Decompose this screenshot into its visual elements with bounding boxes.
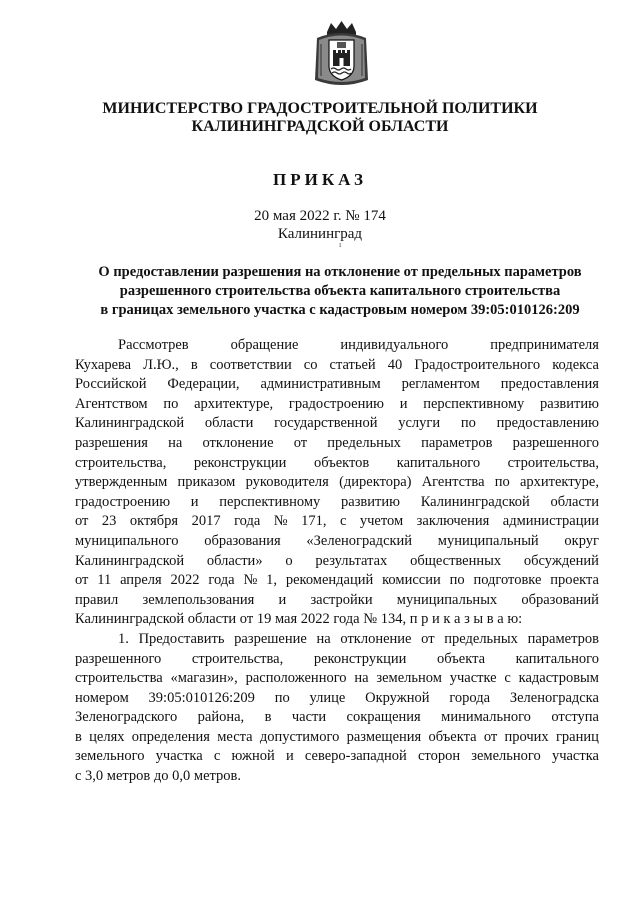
body-line — [75, 591, 599, 611]
body-word: прочих — [504, 728, 549, 745]
body-line — [75, 473, 599, 493]
body-word: результатах — [315, 552, 388, 569]
body-word: минимального — [441, 709, 531, 726]
body-word: Рассмотрев — [118, 337, 189, 353]
body-word: земельного — [75, 748, 145, 765]
body-word: апреля — [120, 572, 162, 589]
body-word: участка — [155, 748, 203, 765]
body-word: на — [168, 434, 183, 451]
body-word: 171, — [301, 513, 327, 530]
body-word: округ — [564, 532, 599, 549]
body-word: № — [273, 513, 288, 530]
body-word: муниципальный — [437, 532, 539, 549]
body-word: по — [274, 689, 290, 706]
body-word: землепользования — [142, 591, 255, 608]
body-word: параметров — [527, 630, 599, 647]
body-word: кодекса — [552, 356, 599, 373]
body-word: руководителя — [245, 474, 329, 491]
body-line — [75, 414, 599, 434]
body-line — [75, 336, 599, 356]
coat-of-arms-emblem — [313, 20, 370, 88]
body-word: в — [190, 356, 198, 373]
body-word: Агентства — [421, 474, 485, 491]
body-word: архитектуре, — [194, 395, 274, 412]
body-word: Калининградской — [75, 552, 185, 569]
body-word: предпринимателя — [490, 337, 599, 353]
body-word: индивидуального — [340, 337, 449, 353]
body-word: Федерации, — [167, 376, 240, 393]
body-word: 1. — [118, 630, 129, 647]
body-word: по — [460, 415, 476, 432]
body-word: Кухарева — [75, 356, 132, 373]
body-word: по — [449, 572, 465, 589]
body-line-text: с 3,0 метров до 0,0 метров. — [75, 768, 242, 785]
body-word: градостроению — [288, 395, 384, 412]
body-word: от — [483, 728, 498, 745]
body-word: 11 — [97, 572, 112, 589]
body-word: в — [75, 728, 82, 745]
body-word: года — [234, 513, 261, 530]
body-word: перспективному — [423, 395, 525, 412]
body-word: о — [285, 552, 293, 569]
body-word: 40 — [387, 356, 403, 373]
body-word: государственной — [274, 415, 378, 432]
body-word: сторон — [417, 748, 461, 765]
body-word: приказом — [177, 474, 236, 491]
body-word: на — [316, 630, 331, 647]
body-word: улице — [309, 689, 346, 706]
body-line — [75, 532, 599, 552]
body-word: архитектуре, — [519, 474, 599, 491]
body-word: отклонение — [202, 434, 274, 451]
body-word: правил — [75, 591, 119, 608]
body-word: Предоставить — [138, 630, 225, 647]
body-line — [75, 434, 599, 454]
body-word: в — [264, 709, 272, 726]
body-word: предоставления — [500, 376, 599, 393]
body-word: земельного — [471, 748, 541, 765]
body-word: и — [285, 748, 294, 765]
body-paragraph — [75, 630, 599, 787]
body-word: и — [399, 395, 408, 412]
body-word: муниципальных — [396, 591, 498, 608]
body-word: статьей — [329, 356, 376, 373]
body-word: общественных — [410, 552, 502, 569]
body-word: услуги — [398, 415, 441, 432]
body-word: реконструкции — [193, 454, 287, 471]
body-word: по — [494, 474, 510, 491]
body-word: октября — [129, 513, 179, 530]
order-place: Калининград — [277, 226, 363, 242]
body-line — [75, 669, 599, 689]
body-word: подготовке — [473, 572, 542, 589]
body-word: «магазин», — [170, 670, 238, 687]
body-word: с — [339, 513, 347, 530]
body-word: развитию — [540, 395, 599, 412]
body-word: целях — [89, 728, 125, 745]
body-word: образования — [204, 532, 281, 549]
body-line — [75, 747, 599, 767]
body-word: Агентством — [75, 395, 148, 412]
ministry-name — [0, 100, 640, 136]
body-word: по — [163, 395, 179, 412]
body-word: сокращения — [346, 709, 421, 726]
body-word: объекта — [437, 650, 486, 667]
body-word: участке — [449, 670, 497, 687]
body-line — [75, 610, 599, 630]
body-word: разрешения — [75, 434, 148, 451]
scan-speck: ı — [339, 240, 342, 249]
body-word: и — [278, 591, 287, 608]
body-word: обращение — [230, 337, 299, 353]
body-word: 1, — [266, 572, 277, 589]
body-word: Окружной — [365, 689, 430, 706]
body-word: южной — [231, 748, 275, 765]
body-word: номером — [75, 689, 129, 706]
body-word: на — [354, 670, 369, 687]
order-subject — [70, 263, 610, 320]
body-word: предоставлению — [496, 415, 599, 432]
body-word: капитального — [515, 650, 599, 667]
body-word: № — [243, 572, 258, 589]
body-word: Градостроительного — [414, 356, 541, 373]
body-word: северо-западной — [304, 748, 407, 765]
body-word: администрации — [502, 513, 599, 530]
body-word: комиссии — [382, 572, 441, 589]
order-body — [75, 336, 599, 787]
body-line — [75, 493, 599, 513]
body-word: обсуждений — [523, 552, 599, 569]
body-line — [75, 512, 599, 532]
body-word: размещения — [346, 728, 422, 745]
body-word: Зеленоградского — [75, 709, 178, 726]
body-word: развитию — [341, 493, 400, 510]
body-line — [75, 708, 599, 728]
body-word: Калининградской — [75, 415, 185, 432]
body-line — [75, 689, 599, 709]
body-line — [75, 454, 599, 474]
body-word: отклонение — [340, 630, 412, 647]
body-paragraph — [75, 336, 599, 630]
body-word: соответствии — [209, 356, 292, 373]
body-word: утвержденным — [75, 474, 168, 491]
body-word: градостроению — [75, 493, 171, 510]
body-word: Зеленоградска — [509, 689, 599, 706]
body-word: объекта — [428, 728, 477, 745]
body-word: строительства, — [191, 650, 284, 667]
body-word: предельных — [444, 630, 518, 647]
body-word: от — [421, 630, 435, 647]
body-word: области» — [206, 552, 263, 569]
body-word: 2017 — [191, 513, 221, 530]
body-line — [75, 375, 599, 395]
body-line — [75, 552, 599, 572]
order-subject-line: О предоставлении разрешения на отклонение от предельных параметров — [98, 264, 582, 280]
body-word: образований — [521, 591, 599, 608]
body-word: разрешенного — [512, 434, 599, 451]
body-word: с — [213, 748, 221, 765]
body-word: (директора) — [339, 474, 412, 491]
body-word: области — [204, 415, 254, 432]
body-word: года — [208, 572, 235, 589]
body-word: регламентом — [401, 376, 480, 393]
body-word: города — [449, 689, 491, 706]
body-word: границ — [555, 728, 599, 745]
body-word: допустимого — [259, 728, 340, 745]
body-word: отступа — [551, 709, 599, 726]
body-word: части — [291, 709, 327, 726]
body-word: расположенного — [245, 670, 347, 687]
body-word: с — [504, 670, 511, 687]
order-title: ПРИКАЗ — [273, 170, 367, 189]
body-word: Л.Ю., — [143, 356, 179, 373]
body-word: от — [75, 513, 89, 530]
body-word: 2022 — [170, 572, 200, 589]
body-word: области — [550, 493, 599, 510]
body-word: от — [293, 434, 308, 451]
order-subject-line: разрешенного строительства объекта капитального строительства — [119, 283, 561, 299]
body-word: определения — [131, 728, 210, 745]
body-line — [75, 630, 599, 650]
body-word: муниципального — [75, 532, 179, 549]
order-date-number: 20 мая 2022 г. № 174 — [254, 208, 386, 224]
body-word: района, — [197, 709, 245, 726]
body-word: реконструкции — [313, 650, 407, 667]
body-word: рекомендаций — [285, 572, 374, 589]
body-word: кадастровым — [518, 670, 599, 687]
body-word: строительства, — [507, 454, 599, 471]
body-word: со — [303, 356, 318, 373]
body-word: разрешение — [234, 630, 307, 647]
body-word: учетом — [359, 513, 404, 530]
body-line — [75, 356, 599, 376]
ministry-name-line: КАЛИНИНГРАДСКОЙ ОБЛАСТИ — [191, 118, 449, 135]
body-word: земельном — [376, 670, 442, 687]
body-word: от — [75, 572, 89, 589]
body-word: и — [190, 493, 199, 510]
body-word: параметров — [421, 434, 493, 451]
body-word: строительства — [75, 670, 163, 687]
body-word: строительства, — [75, 454, 167, 471]
body-word: заключения — [416, 513, 490, 530]
body-word: участка — [551, 748, 599, 765]
body-line — [75, 767, 599, 787]
body-word: 39:05:010126:209 — [148, 689, 255, 706]
body-line — [75, 395, 599, 415]
body-word: Российской — [75, 376, 147, 393]
body-word: объектов — [313, 454, 370, 471]
body-word: перспективному — [219, 493, 321, 510]
order-subject-line: в границах земельного участка с кадастровым номером 39:05:010126:209 — [100, 302, 580, 318]
body-word: «Зеленоградский — [306, 532, 413, 549]
body-word: предельных — [327, 434, 401, 451]
body-word: проекта — [550, 572, 599, 589]
body-line — [75, 728, 599, 748]
body-word: застройки — [310, 591, 373, 608]
body-word: разрешенного — [75, 650, 162, 667]
body-line — [75, 650, 599, 670]
body-word: капитального — [396, 454, 481, 471]
body-word: административным — [260, 376, 381, 393]
body-word: Калининградской — [420, 493, 530, 510]
body-line — [75, 571, 599, 591]
ministry-name-line: МИНИСТЕРСТВО ГРАДОСТРОИТЕЛЬНОЙ ПОЛИТИКИ — [102, 100, 538, 117]
body-word: места — [217, 728, 253, 745]
body-word: 23 — [101, 513, 117, 530]
body-line-text: Калининградской области от 19 мая 2022 года № 134, п р и к а з ы в а ю: — [75, 611, 523, 628]
